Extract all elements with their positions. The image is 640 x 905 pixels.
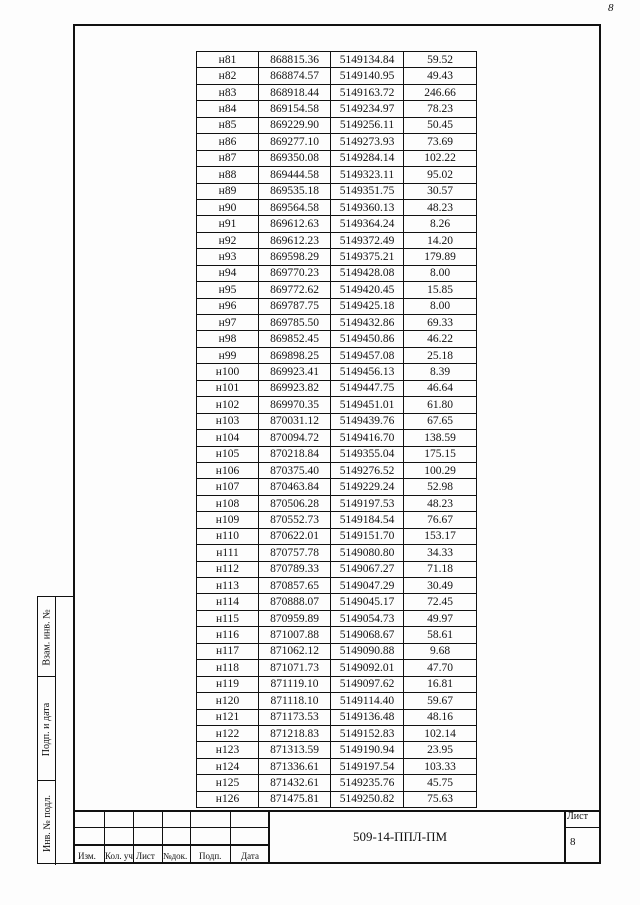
table-row (197, 150, 477, 166)
coord-x-cell: 868918.44 (259, 84, 331, 100)
segment-length-cell: 30.57 (404, 183, 477, 199)
coord-y-cell: 5149197.54 (331, 758, 404, 774)
table-row (197, 249, 477, 265)
coord-x-cell: 869785.50 (259, 315, 331, 331)
table-row (197, 315, 477, 331)
segment-length-cell: 8.00 (404, 265, 477, 281)
coord-y-cell: 5149451.01 (331, 397, 404, 413)
coord-x-cell: 870375.40 (259, 462, 331, 478)
segment-length-cell: 8.00 (404, 298, 477, 314)
coord-x-cell: 869923.82 (259, 380, 331, 396)
point-id-cell: н125 (197, 775, 259, 791)
point-id-cell: н89 (197, 183, 259, 199)
segment-length-cell: 48.16 (404, 709, 477, 725)
stamp-label-sheet: Лист (136, 851, 155, 861)
table-row (197, 791, 477, 807)
point-id-cell: н116 (197, 627, 259, 643)
segment-length-cell: 76.67 (404, 512, 477, 528)
point-id-cell: н100 (197, 364, 259, 380)
coord-x-cell: 869852.45 (259, 331, 331, 347)
segment-length-cell: 50.45 (404, 117, 477, 133)
coord-x-cell: 869898.25 (259, 347, 331, 363)
document-code: 509-14-ППЛ-ПМ (352, 829, 448, 844)
coord-y-cell: 5149457.08 (331, 347, 404, 363)
coord-y-cell: 5149273.93 (331, 134, 404, 150)
stamp-label-signature: Подп. (199, 851, 222, 861)
coord-x-cell: 869923.41 (259, 364, 331, 380)
table-row (197, 167, 477, 183)
coord-y-cell: 5149054.73 (331, 610, 404, 626)
segment-length-cell: 59.67 (404, 693, 477, 709)
table-row (197, 84, 477, 100)
coord-x-cell: 869154.58 (259, 101, 331, 117)
point-id-cell: н98 (197, 331, 259, 347)
coord-y-cell: 5149190.94 (331, 742, 404, 758)
table-row (197, 117, 477, 133)
point-id-cell: н96 (197, 298, 259, 314)
coord-x-cell: 871313.59 (259, 742, 331, 758)
coord-x-cell: 871218.83 (259, 725, 331, 741)
point-id-cell: н93 (197, 249, 259, 265)
segment-length-cell: 73.69 (404, 134, 477, 150)
coord-x-cell: 869770.23 (259, 265, 331, 281)
point-id-cell: н99 (197, 347, 259, 363)
coord-y-cell: 5149097.62 (331, 676, 404, 692)
segment-length-cell: 102.22 (404, 150, 477, 166)
segment-length-cell: 175.15 (404, 446, 477, 462)
table-row (197, 347, 477, 363)
coord-x-cell: 871173.53 (259, 709, 331, 725)
coord-y-cell: 5149420.45 (331, 282, 404, 298)
coord-y-cell: 5149045.17 (331, 594, 404, 610)
coord-x-cell: 870789.33 (259, 561, 331, 577)
table-row (197, 380, 477, 396)
point-id-cell: н113 (197, 578, 259, 594)
segment-length-cell: 138.59 (404, 430, 477, 446)
coord-y-cell: 5149134.84 (331, 52, 404, 68)
table-row (197, 643, 477, 659)
segment-length-cell: 69.33 (404, 315, 477, 331)
coord-y-cell: 5149234.97 (331, 101, 404, 117)
point-id-cell: н107 (197, 479, 259, 495)
coord-x-cell: 868815.36 (259, 52, 331, 68)
segment-length-cell: 49.97 (404, 610, 477, 626)
coord-x-cell: 870888.07 (259, 594, 331, 610)
segment-length-cell: 25.18 (404, 347, 477, 363)
table-row (197, 101, 477, 117)
point-id-cell: н84 (197, 101, 259, 117)
point-id-cell: н122 (197, 725, 259, 741)
coord-y-cell: 5149250.82 (331, 791, 404, 807)
coord-y-cell: 5149080.80 (331, 545, 404, 561)
coord-y-cell: 5149235.76 (331, 775, 404, 791)
coord-y-cell: 5149456.13 (331, 364, 404, 380)
segment-length-cell: 46.64 (404, 380, 477, 396)
coord-y-cell: 5149152.83 (331, 725, 404, 741)
coord-x-cell: 870506.28 (259, 495, 331, 511)
segment-length-cell: 75.63 (404, 791, 477, 807)
coord-x-cell: 869772.62 (259, 282, 331, 298)
segment-length-cell: 52.98 (404, 479, 477, 495)
point-id-cell: н97 (197, 315, 259, 331)
coord-y-cell: 5149323.11 (331, 167, 404, 183)
coord-y-cell: 5149425.18 (331, 298, 404, 314)
segment-length-cell: 46.22 (404, 331, 477, 347)
coord-y-cell: 5149090.88 (331, 643, 404, 659)
coord-x-cell: 868874.57 (259, 68, 331, 84)
coord-x-cell: 870857.65 (259, 578, 331, 594)
segment-length-cell: 179.89 (404, 249, 477, 265)
segment-length-cell: 30.49 (404, 578, 477, 594)
sheet-label: Лист (567, 811, 588, 822)
segment-length-cell: 16.81 (404, 676, 477, 692)
segment-length-cell: 47.70 (404, 660, 477, 676)
coord-y-cell: 5149151.70 (331, 528, 404, 544)
coord-y-cell: 5149136.48 (331, 709, 404, 725)
table-row (197, 134, 477, 150)
segment-length-cell: 48.23 (404, 199, 477, 215)
point-id-cell: н90 (197, 199, 259, 215)
point-id-cell: н105 (197, 446, 259, 462)
table-row (197, 578, 477, 594)
point-id-cell: н104 (197, 430, 259, 446)
table-row (197, 594, 477, 610)
point-id-cell: н85 (197, 117, 259, 133)
point-id-cell: н120 (197, 693, 259, 709)
coord-x-cell: 870622.01 (259, 528, 331, 544)
table-row (197, 479, 477, 495)
table-row (197, 298, 477, 314)
segment-length-cell: 71.18 (404, 561, 477, 577)
segment-length-cell: 58.61 (404, 627, 477, 643)
table-row (197, 561, 477, 577)
stamp-label-docnum: №док. (163, 851, 188, 861)
coord-x-cell: 870757.78 (259, 545, 331, 561)
coord-x-cell: 870552.73 (259, 512, 331, 528)
segment-length-cell: 153.17 (404, 528, 477, 544)
coord-x-cell: 870218.84 (259, 446, 331, 462)
table-row (197, 495, 477, 511)
segment-length-cell: 59.52 (404, 52, 477, 68)
coord-x-cell: 869350.08 (259, 150, 331, 166)
table-row (197, 199, 477, 215)
point-id-cell: н86 (197, 134, 259, 150)
table-row (197, 725, 477, 741)
segment-length-cell: 15.85 (404, 282, 477, 298)
segment-length-cell: 14.20 (404, 232, 477, 248)
coord-y-cell: 5149447.75 (331, 380, 404, 396)
point-id-cell: н119 (197, 676, 259, 692)
table-row (197, 232, 477, 248)
corner-page-mark: 8 (608, 2, 614, 14)
stamp-label-change: Изм. (78, 851, 96, 861)
table-row (197, 758, 477, 774)
coord-y-cell: 5149284.14 (331, 150, 404, 166)
side-label-sign-date: Подп. и дата (41, 702, 53, 756)
point-id-cell: н82 (197, 68, 259, 84)
sheet-number: 8 (570, 836, 576, 848)
point-id-cell: н118 (197, 660, 259, 676)
table-row (197, 660, 477, 676)
table-row (197, 52, 477, 68)
segment-length-cell: 9.68 (404, 643, 477, 659)
point-id-cell: н117 (197, 643, 259, 659)
coordinates-table (196, 51, 477, 808)
coord-y-cell: 5149276.52 (331, 462, 404, 478)
point-id-cell: н123 (197, 742, 259, 758)
coord-x-cell: 869277.10 (259, 134, 331, 150)
point-id-cell: н101 (197, 380, 259, 396)
segment-length-cell: 72.45 (404, 594, 477, 610)
coord-x-cell: 869970.35 (259, 397, 331, 413)
coord-y-cell: 5149163.72 (331, 84, 404, 100)
table-row (197, 775, 477, 791)
segment-length-cell: 49.43 (404, 68, 477, 84)
table-row (197, 446, 477, 462)
coord-x-cell: 871432.61 (259, 775, 331, 791)
segment-length-cell: 48.23 (404, 495, 477, 511)
coord-x-cell: 869229.90 (259, 117, 331, 133)
coord-y-cell: 5149351.75 (331, 183, 404, 199)
table-row (197, 413, 477, 429)
coord-y-cell: 5149432.86 (331, 315, 404, 331)
point-id-cell: н106 (197, 462, 259, 478)
table-row (197, 430, 477, 446)
coord-x-cell: 871119.10 (259, 676, 331, 692)
point-id-cell: н88 (197, 167, 259, 183)
coord-y-cell: 5149364.24 (331, 216, 404, 232)
table-row (197, 282, 477, 298)
coord-x-cell: 871007.88 (259, 627, 331, 643)
side-label-replace: Взам. инв. № (41, 608, 53, 666)
table-row (197, 676, 477, 692)
table-row (197, 627, 477, 643)
coord-y-cell: 5149067.27 (331, 561, 404, 577)
coord-y-cell: 5149375.21 (331, 249, 404, 265)
point-id-cell: н108 (197, 495, 259, 511)
coord-x-cell: 871071.73 (259, 660, 331, 676)
segment-length-cell: 34.33 (404, 545, 477, 561)
table-row (197, 693, 477, 709)
point-id-cell: н126 (197, 791, 259, 807)
point-id-cell: н91 (197, 216, 259, 232)
point-id-cell: н83 (197, 84, 259, 100)
coord-x-cell: 869598.29 (259, 249, 331, 265)
table-row (197, 545, 477, 561)
table-row (197, 331, 477, 347)
coord-y-cell: 5149114.40 (331, 693, 404, 709)
coord-y-cell: 5149355.04 (331, 446, 404, 462)
point-id-cell: н102 (197, 397, 259, 413)
table-row (197, 397, 477, 413)
table-row (197, 265, 477, 281)
coord-y-cell: 5149047.29 (331, 578, 404, 594)
coord-y-cell: 5149416.70 (331, 430, 404, 446)
point-id-cell: н95 (197, 282, 259, 298)
segment-length-cell: 95.02 (404, 167, 477, 183)
coord-y-cell: 5149450.86 (331, 331, 404, 347)
segment-length-cell: 246.66 (404, 84, 477, 100)
point-id-cell: н81 (197, 52, 259, 68)
coord-x-cell: 871475.81 (259, 791, 331, 807)
coord-x-cell: 869612.63 (259, 216, 331, 232)
coord-x-cell: 869787.75 (259, 298, 331, 314)
coord-y-cell: 5149360.13 (331, 199, 404, 215)
coord-y-cell: 5149372.49 (331, 232, 404, 248)
point-id-cell: н111 (197, 545, 259, 561)
segment-length-cell: 8.39 (404, 364, 477, 380)
point-id-cell: н110 (197, 528, 259, 544)
segment-length-cell: 23.95 (404, 742, 477, 758)
segment-length-cell: 103.33 (404, 758, 477, 774)
coord-x-cell: 870959.89 (259, 610, 331, 626)
stamp-label-date: Дата (241, 851, 259, 861)
table-row (197, 528, 477, 544)
table-row (197, 512, 477, 528)
coord-y-cell: 5149092.01 (331, 660, 404, 676)
point-id-cell: н87 (197, 150, 259, 166)
side-stamp (37, 596, 73, 864)
coord-y-cell: 5149197.53 (331, 495, 404, 511)
coord-y-cell: 5149229.24 (331, 479, 404, 495)
coord-y-cell: 5149068.67 (331, 627, 404, 643)
coord-y-cell: 5149428.08 (331, 265, 404, 281)
table-row (197, 709, 477, 725)
coord-x-cell: 869612.23 (259, 232, 331, 248)
segment-length-cell: 100.29 (404, 462, 477, 478)
table-row (197, 216, 477, 232)
coord-x-cell: 871118.10 (259, 693, 331, 709)
segment-length-cell: 67.65 (404, 413, 477, 429)
coord-x-cell: 871336.61 (259, 758, 331, 774)
coord-x-cell: 869564.58 (259, 199, 331, 215)
coord-x-cell: 870463.84 (259, 479, 331, 495)
table-row (197, 68, 477, 84)
coord-x-cell: 869535.18 (259, 183, 331, 199)
stamp-label-count: Кол. уч (105, 851, 133, 861)
table-row (197, 462, 477, 478)
table-row (197, 742, 477, 758)
coord-x-cell: 871062.12 (259, 643, 331, 659)
point-id-cell: н109 (197, 512, 259, 528)
segment-length-cell: 102.14 (404, 725, 477, 741)
side-label-original: Инв. № подл. (41, 794, 53, 852)
segment-length-cell: 45.75 (404, 775, 477, 791)
coord-y-cell: 5149184.54 (331, 512, 404, 528)
table-row (197, 364, 477, 380)
point-id-cell: н103 (197, 413, 259, 429)
point-id-cell: н112 (197, 561, 259, 577)
point-id-cell: н94 (197, 265, 259, 281)
coord-y-cell: 5149256.11 (331, 117, 404, 133)
segment-length-cell: 61.80 (404, 397, 477, 413)
table-row (197, 610, 477, 626)
point-id-cell: н124 (197, 758, 259, 774)
point-id-cell: н115 (197, 610, 259, 626)
coord-x-cell: 870031.12 (259, 413, 331, 429)
point-id-cell: н92 (197, 232, 259, 248)
segment-length-cell: 78.23 (404, 101, 477, 117)
point-id-cell: н121 (197, 709, 259, 725)
point-id-cell: н114 (197, 594, 259, 610)
segment-length-cell: 8.26 (404, 216, 477, 232)
coord-y-cell: 5149439.76 (331, 413, 404, 429)
coord-y-cell: 5149140.95 (331, 68, 404, 84)
coord-x-cell: 869444.58 (259, 167, 331, 183)
coord-x-cell: 870094.72 (259, 430, 331, 446)
table-row (197, 183, 477, 199)
